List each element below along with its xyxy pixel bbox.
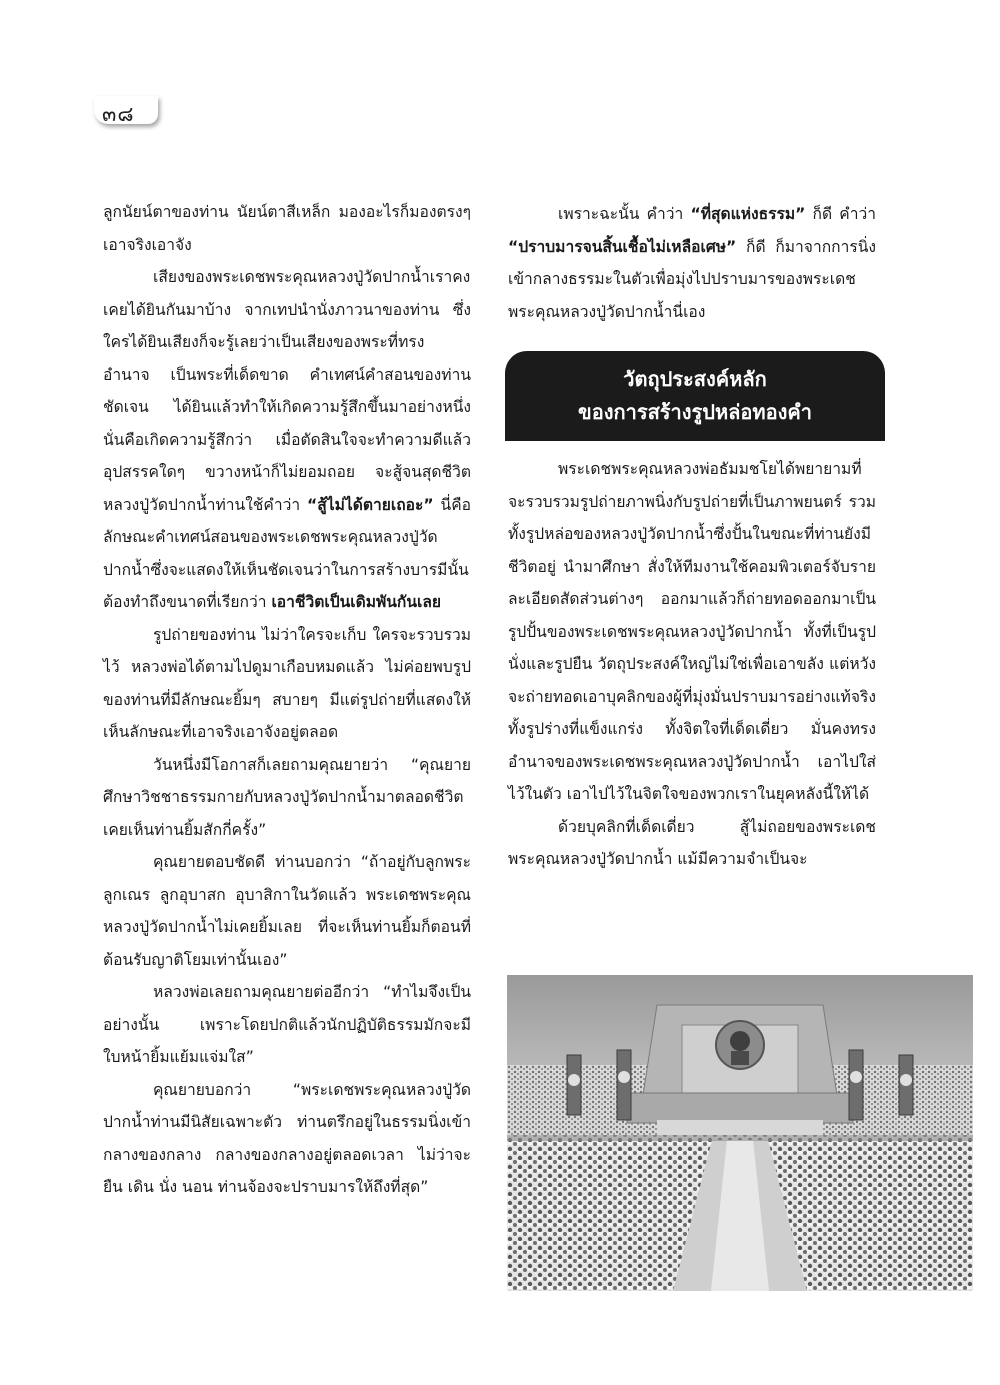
paragraph: หลวงพ่อเลยถามคุณยายต่ออีกว่า “ทำไมจึงเป็นอย่างนั้น เพราะโดยปกติแล้วนักปฏิบัติธรรมมักจะมีใบหน้ายิ้มแย้มแจ่มใส” xyxy=(103,983,471,1066)
bold-quote: “ปราบมารจนสิ้นเชื้อไม่เหลือเศษ” xyxy=(508,237,737,256)
paragraph: พระเดชพระคุณหลวงพ่อธัมมชโยได้พยายามที่จะรวบรวมรูปถ่ายภาพนิ่งกับรูปถ่ายที่เป็นภาพยนตร์ รวมทั้งรูปหล่อของหลวงปู่วัดปากน้ำซึ่งปั้นในขณะที่ท่านยังมีชีวิตอยู่ นำมาศึกษา สั่งให้ทีมงานใช้คอมพิวเตอร์จับรายละเอียดสัดส่วนต่างๆ ออกมาแล้วก็ถ่ายทอดออกมาเป็นรูปปั้นของพระเดชพระคุณหลวงปู่วัดปากน้ำ ทั้งที่เป็นรูปนั่งและรูปยืน วัตถุประสงค์ใหญ่ไม่ใช่เพื่อเอาขลัง แต่หวังจะถ่ายทอดเอาบุคลิกของผู้ที่มุ่งมั่นปราบมารอย่างแท้จริง ทั้งรูปร่างที่แข็งแกร่ง ทั้งจิตใจที่เด็ดเดี่ยว มั่นคงทรงอำนาจของพระเดชพระคุณหลวงปู่วัดปากน้ำ เอาไปใส่ไว้ในตัว เอาไปไว้ในจิตใจของพวกเราในยุคหลังนี้ให้ได้ xyxy=(508,460,876,803)
page-number: ๓๘ xyxy=(102,102,135,126)
left-column xyxy=(103,196,471,1204)
paragraph xyxy=(103,261,471,619)
bold-phrase: เอาชีวิตเป็นเดิมพันกันเลย xyxy=(271,593,442,611)
paragraph: รูปถ่ายของท่าน ไม่ว่าใครจะเก็บ ใครจะรวบรวมไว้ หลวงพ่อได้ตามไปดูมาเกือบหมดแล้ว ไม่ค่อยพบรูปของท่านที่มีลักษณะยิ้มๆ สบายๆ มีแต่รูปถ่ายที่แสดงให้เห็นลักษณะที่เอาจริงเอาจังอยู่ตลอด xyxy=(103,625,471,741)
bold-quote: “สู้ไม่ได้ตายเถอะ” xyxy=(307,495,434,514)
paragraph-text: ก็ดี ก็มาจากการนิ่งเข้ากลางธรรมะในตัวเพื่อมุ่งไปปราบมารของพระเดชพระคุณหลวงปู่วัดปากน้ำนี่เอง xyxy=(508,237,876,321)
paragraph-text: นี่คือลักษณะคำเทศน์สอนของพระเดชพระคุณหลวงปู่วัดปากน้ำซึ่งจะแสดงให้เห็นชัดเจนว่าในการสร้างบารมีนั้นต้องทำถึงขนาดที่เรียกว่า xyxy=(103,495,471,611)
paragraph: คุณยายตอบชัดดี ท่านบอกว่า “ถ้าอยู่กับลูกพระ ลูกเณร ลูกอุบาสก อุบาสิกาในวัดแล้ว พระเดชพระคุณหลวงปู่วัดปากน้ำไม่เคยยิ้มเลย ที่จะเห็นท่านยิ้มก็ตอนที่ต้อนรับญาติโยมเท่านั้นเอง” xyxy=(103,853,471,969)
bold-quote: “ที่สุดแห่งธรรม” xyxy=(690,205,806,223)
section-heading-line: ของการสร้างรูปหล่อทองคำ xyxy=(578,400,812,424)
right-top-paragraph xyxy=(508,198,876,328)
paragraph xyxy=(508,198,876,328)
ceremony-photo-image xyxy=(507,975,973,1291)
paragraph-text: เสียงของพระเดชพระคุณหลวงปู่วัดปากน้ำเราคงเคยได้ยินกันมาบ้าง จากเทปนำนั่งภาวนาของท่าน ซึ่งใครได้ยินเสียงก็จะรู้เลยว่าเป็นเสียงของพระที่ทรงอำนาจ เป็นพระที่เด็ดขาด คำเทศน์คำสอนของท่านชัดเจน ได้ยินแล้วทำให้เกิดความรู้สึกขึ้นมาอย่างหนึ่ง นั่นคือเกิดความรู้สึกว่า เมื่อตัดสินใจจะทำความดีแล้ว อุปสรรคใดๆ ขวางหน้าก็ไม่ยอมถอย จะสู้จนสุดชีวิต หลวงปู่วัดปากน้ำท่านใช้คำว่า xyxy=(103,268,471,514)
paragraph: ลูกนัยน์ตาของท่าน นัยน์ตาสีเหล็ก มองอะไรก็มองตรงๆ เอาจริงเอาจัง xyxy=(103,203,471,254)
paragraph: วันหนึ่งมีโอกาสก็เลยถามคุณยายว่า “คุณยายศึกษาวิชชาธรรมกายกับหลวงปู่วัดปากน้ำมาตลอดชีวิต เคยเห็นท่านยิ้มสักกี่ครั้ง” xyxy=(103,755,471,839)
paragraph: ด้วยบุคลิกที่เด็ดเดี่ยว สู้ไม่ถอยของพระเดชพระคุณหลวงปู่วัดปากน้ำ แม้มีความจำเป็นจะ xyxy=(508,817,876,868)
paragraph: คุณยายบอกว่า “พระเดชพระคุณหลวงปู่วัดปากน้ำท่านมีนิสัยเฉพาะตัว ท่านตรึกอยู่ในธรรมนิ่งเข้ากลางของกลาง กลางของกลางอยู่ตลอดเวลา ไม่ว่าจะยืน เดิน นั่ง นอน ท่านจ้องจะปราบมารให้ถึงที่สุด” xyxy=(103,1080,471,1196)
paragraph-text: ก็ดี คำว่า xyxy=(805,205,876,223)
section-heading xyxy=(505,351,885,441)
paragraph-text: เพราะฉะนั้น คำว่า xyxy=(558,205,691,223)
section-heading-line: วัตถุประสงค์หลัก xyxy=(623,367,767,391)
right-column xyxy=(508,453,876,876)
ceremony-photo xyxy=(507,975,973,1291)
